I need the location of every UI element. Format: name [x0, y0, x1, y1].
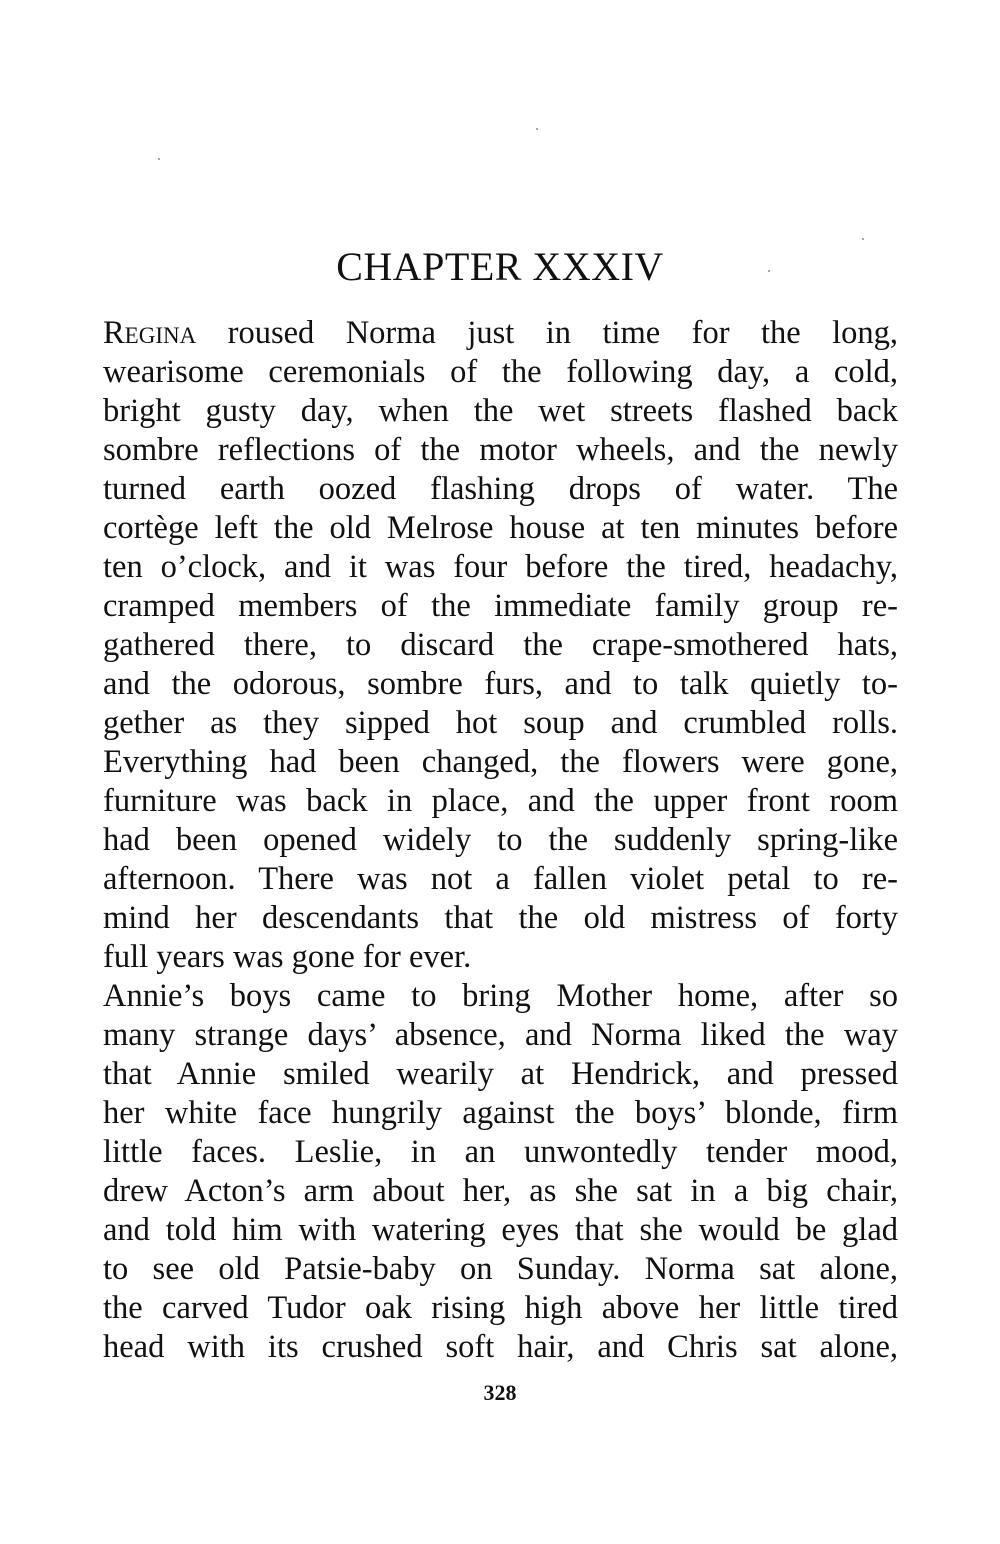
text-line: and the odorous, sombre furs, and to talk quietly to-: [103, 666, 898, 702]
paragraph-2: [103, 977, 898, 1367]
text-line: turned earth oozed flashing drops of water. The: [103, 471, 898, 507]
text-line: Everything had been changed, the flowers were gone,: [103, 744, 898, 780]
text-line: furniture was back in place, and the upper front room: [103, 783, 898, 819]
text-line: and told him with watering eyes that she would be glad: [103, 1212, 898, 1248]
drop-lead-word: Regina: [103, 315, 197, 351]
body-text: [103, 314, 898, 1367]
text-line: full years was gone for ever.: [103, 939, 472, 975]
text-line: Regina roused Norma just in time for the long,: [103, 315, 898, 351]
text-line: the carved Tudor oak rising high above her little tired: [103, 1290, 898, 1326]
text-line: wearisome ceremonials of the following day, a cold,: [103, 354, 898, 390]
text-line: sombre reflections of the motor wheels, and the newly: [103, 432, 898, 468]
text-line: cramped members of the immediate family group re-: [103, 588, 898, 624]
text-line: many strange days’ absence, and Norma liked the way: [103, 1017, 898, 1053]
text-line: mind her descendants that the old mistress of forty: [103, 900, 898, 936]
text-line: gether as they sipped hot soup and crumbled rolls.: [103, 705, 898, 741]
text-line: had been opened widely to the suddenly spring-like: [103, 822, 898, 858]
paper-speck: [536, 128, 538, 130]
text-line: her white face hungrily against the boys’ blonde, firm: [103, 1095, 898, 1131]
page-number: 328: [483, 1380, 517, 1405]
text-line: bright gusty day, when the wet streets flashed back: [103, 393, 898, 429]
text-line: afternoon. There was not a fallen violet petal to re-: [103, 861, 898, 897]
text-line: drew Acton’s arm about her, as she sat in a big chair,: [103, 1173, 898, 1209]
text-line: ten o’clock, and it was four before the tired, headachy,: [103, 549, 898, 585]
paper-speck: [158, 158, 160, 160]
text-line: head with its crushed soft hair, and Chris sat alone,: [103, 1329, 898, 1365]
paper-speck: [862, 238, 864, 240]
text-line: cortège left the old Melrose house at ten minutes before: [103, 510, 898, 546]
text-line: Annie’s boys came to bring Mother home, after so: [103, 978, 898, 1014]
text-line: to see old Patsie-baby on Sunday. Norma sat alone,: [103, 1251, 898, 1287]
text-line: little faces. Leslie, in an unwontedly tender mood,: [103, 1134, 898, 1170]
paragraph-1: [103, 314, 898, 977]
text-line: that Annie smiled wearily at Hendrick, and pressed: [103, 1056, 898, 1092]
text-line: gathered there, to discard the crape-smothered hats,: [103, 627, 898, 663]
chapter-title: CHAPTER XXXIV: [336, 244, 664, 289]
